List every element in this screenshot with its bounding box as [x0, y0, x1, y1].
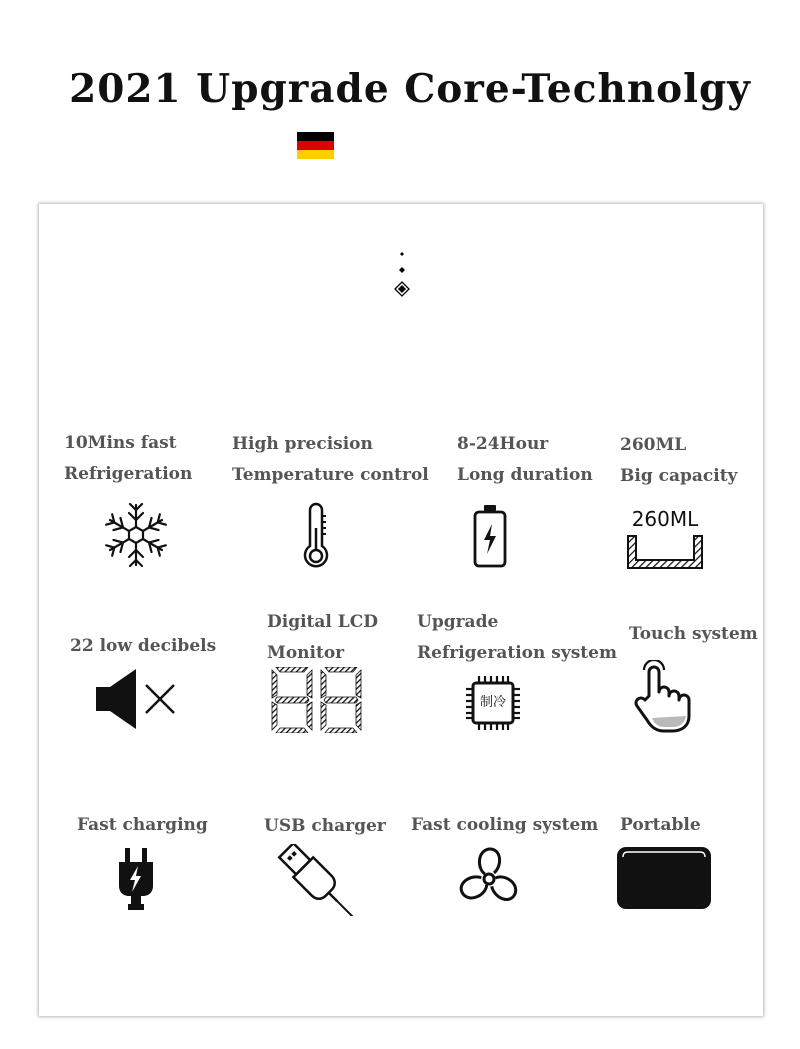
- mute-speaker-icon: [94, 667, 180, 731]
- container-icon: 260ML: [624, 506, 706, 572]
- feature-label-cooling: Fast cooling system: [411, 815, 599, 835]
- battery-icon: [471, 502, 509, 570]
- feature-label-portable: Portable: [620, 815, 701, 835]
- thermometer-icon: [296, 502, 336, 570]
- feature-label-lcd: Digital LCD Monitor: [267, 612, 379, 663]
- chip-icon: 制冷: [465, 675, 521, 731]
- feature-label-decibels: 22 low decibels: [70, 636, 217, 656]
- feature-label-refrigeration: 10Mins fast Refrigeration: [64, 433, 193, 484]
- lcd-digits-icon: [271, 667, 363, 733]
- germany-flag-icon: [297, 132, 334, 159]
- snowflake-icon: [101, 502, 171, 568]
- usb-cable-icon: [276, 844, 356, 916]
- portable-device-icon: [615, 845, 713, 911]
- feature-label-temperature: High precision Temperature control: [232, 434, 429, 485]
- diamond-dots-icon: [393, 249, 413, 299]
- feature-label-capacity: 260ML Big capacity: [620, 435, 738, 486]
- feature-label-touch: Touch system: [629, 624, 758, 644]
- feature-label-duration: 8-24Hour Long duration: [457, 434, 593, 485]
- charging-plug-icon: [117, 846, 155, 912]
- page-title: 2021 Upgrade Core-Technolgy: [69, 66, 751, 112]
- touch-hand-icon: [632, 660, 694, 734]
- feature-label-usb: USB charger: [264, 816, 386, 836]
- fan-icon: [454, 845, 524, 913]
- feature-label-refrigeration-system: Upgrade Refrigeration system: [417, 612, 617, 663]
- feature-label-fast-charging: Fast charging: [77, 815, 208, 835]
